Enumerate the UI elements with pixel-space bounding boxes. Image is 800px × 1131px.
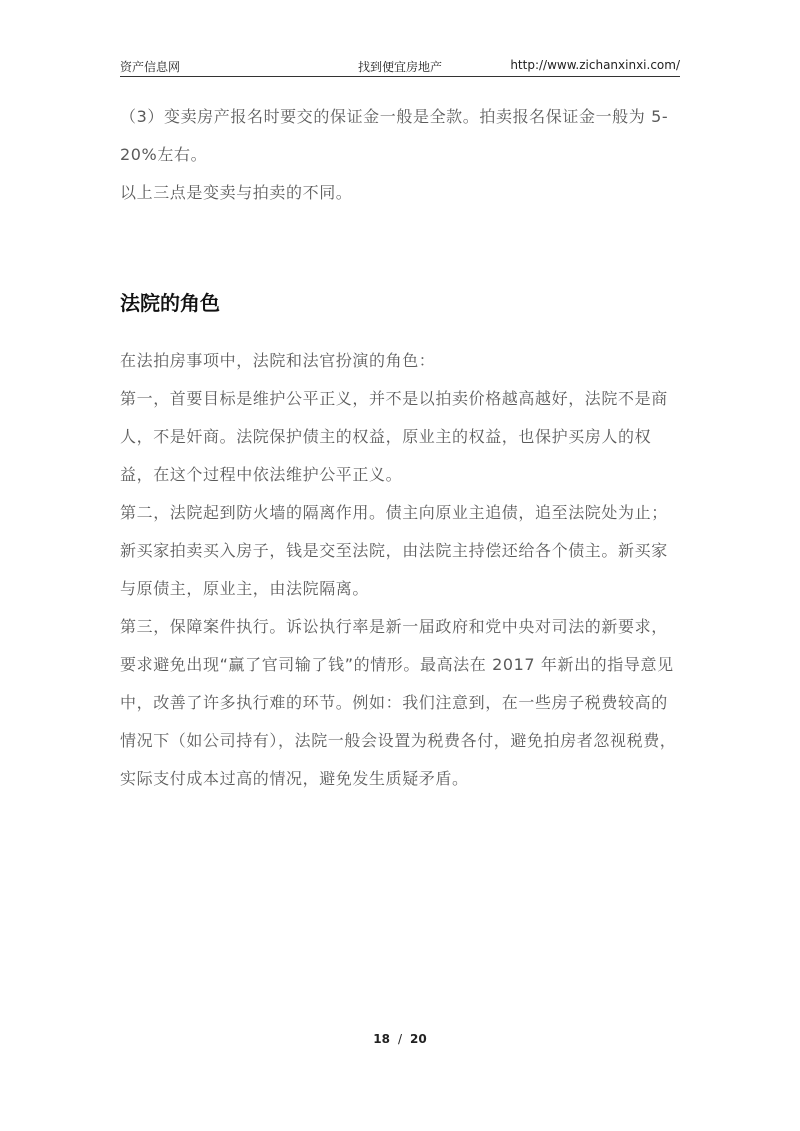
page-total: 20: [410, 1032, 427, 1046]
paragraph: 以上三点是变卖与拍卖的不同。: [120, 183, 353, 202]
page-separator: /: [397, 1032, 403, 1046]
header-slogan: 找到便宜房地产: [357, 60, 442, 74]
page-header: [120, 56, 680, 77]
paragraph: （3）变卖房产报名时要交的保证金一般是全款。拍卖报名保证金一般为 5-20%左右。: [120, 107, 669, 164]
header-site-name: 资产信息网: [120, 60, 181, 74]
paragraph: 第一，首要目标是维护公平正义，并不是以拍卖价格越高越好，法院不是商人，不是奸商。法院保护债主的权益，原业主的权益，也保护买房人的权益，在这个过程中依法维护公平正义。: [120, 389, 668, 484]
intro-section: [120, 98, 680, 212]
page-number: [0, 1032, 800, 1046]
header-url[interactable]: http://www.zichanxinxi.com/: [510, 58, 680, 72]
paragraph: 在法拍房事项中，法院和法官扮演的角色：: [120, 351, 436, 370]
paragraph: 第三，保障案件执行。诉讼执行率是新一届政府和党中央对司法的新要求，要求避免出现“赢了官司输了钱”的情形。最高法在 2017 年新出的指导意见中，改善了许多执行难的环节。例如：我们注意到，在一些房子税费较高的情况下（如公司持有），法院一般会设置为税费各付，避免拍房者忽视税费，实际支付成本过高的情况，避免发生质疑矛盾。: [120, 617, 677, 788]
page-current: 18: [373, 1032, 390, 1046]
section-title: 法院的角色: [120, 291, 220, 315]
paragraph: 第二，法院起到防火墙的隔离作用。债主向原业主追债，追至法院处为止；新买家拍卖买入房子，钱是交至法院，由法院主持偿还给各个债主。新买家与原债主，原业主，由法院隔离。: [120, 503, 668, 598]
court-role-section: [120, 342, 680, 798]
